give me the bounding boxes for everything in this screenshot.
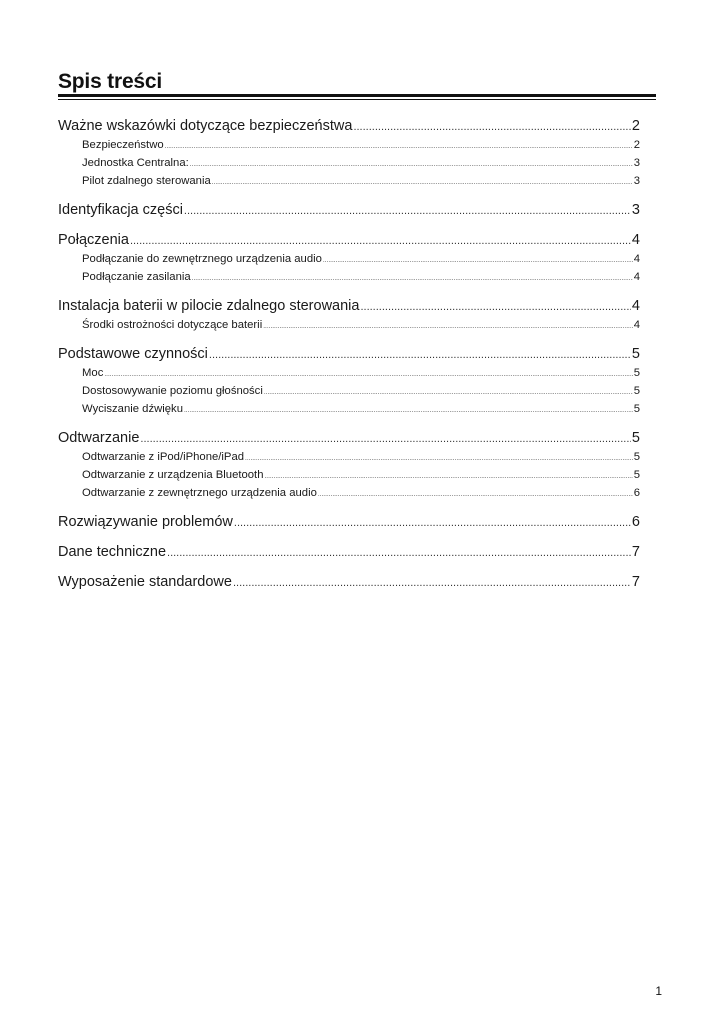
- toc-entry-label: Dostosowywanie poziomu głośności: [82, 385, 263, 397]
- toc-chapter-entry[interactable]: [58, 542, 640, 562]
- toc-entry-label: Moc: [82, 367, 104, 379]
- toc-entry-page: 4: [631, 232, 640, 248]
- toc-entry-label: Podłączanie do zewnętrznego urządzenia audio: [82, 253, 322, 265]
- toc-entry-label: Wyciszanie dźwięku: [82, 403, 183, 415]
- toc-entry-label: Instalacja baterii w pilocie zdalnego sterowania: [58, 298, 360, 314]
- toc-entry-page: 7: [631, 544, 640, 560]
- toc-subsection-entry[interactable]: [58, 484, 640, 502]
- dot-leader: [212, 174, 633, 192]
- toc-subsection-entry[interactable]: [58, 400, 640, 418]
- toc-chapter-entry[interactable]: [58, 428, 640, 448]
- toc-entry-page: 2: [633, 139, 640, 151]
- toc-chapter-entry[interactable]: [58, 116, 640, 136]
- dot-leader: [130, 231, 631, 251]
- toc-entry-page: 6: [631, 514, 640, 530]
- toc-chapter-entry[interactable]: [58, 200, 640, 220]
- dot-leader: [167, 543, 631, 563]
- toc-entry-page: 6: [633, 487, 640, 499]
- toc-entry-page: 4: [631, 298, 640, 314]
- toc-entry-page: 4: [633, 253, 640, 265]
- toc-entry-label: Podstawowe czynności: [58, 346, 208, 362]
- toc-section: [58, 542, 640, 562]
- dot-leader: [165, 138, 633, 156]
- toc-entry-page: 5: [633, 385, 640, 397]
- dot-leader: [245, 450, 633, 468]
- toc-entry-label: Bezpieczeństwo: [82, 139, 164, 151]
- dot-leader: [318, 486, 633, 504]
- dot-leader: [234, 513, 631, 533]
- toc-section: [58, 116, 640, 190]
- table-of-contents: [58, 116, 640, 602]
- toc-entry-page: 3: [633, 175, 640, 187]
- toc-subsection-entry[interactable]: [58, 364, 640, 382]
- dot-leader: [209, 345, 631, 365]
- toc-entry-page: 2: [631, 118, 640, 134]
- dot-leader: [353, 117, 630, 137]
- toc-subsection-entry[interactable]: [58, 382, 640, 400]
- toc-section: [58, 230, 640, 286]
- dot-leader: [190, 156, 633, 174]
- toc-entry-page: 4: [633, 271, 640, 283]
- toc-subsection-entry[interactable]: [58, 268, 640, 286]
- toc-chapter-entry[interactable]: [58, 230, 640, 250]
- toc-entry-page: 4: [633, 319, 640, 331]
- toc-entry-label: Odtwarzanie z urządzenia Bluetooth: [82, 469, 264, 481]
- dot-leader: [184, 402, 633, 420]
- dot-leader: [192, 270, 633, 288]
- toc-entry-page: 5: [633, 451, 640, 463]
- toc-chapter-entry[interactable]: [58, 344, 640, 364]
- dot-leader: [140, 429, 631, 449]
- dot-leader: [233, 573, 631, 593]
- toc-chapter-entry[interactable]: [58, 512, 640, 532]
- toc-subsection-entry[interactable]: [58, 136, 640, 154]
- toc-entry-page: 5: [631, 346, 640, 362]
- toc-entry-label: Odtwarzanie z zewnętrznego urządzenia audio: [82, 487, 317, 499]
- toc-subsection-entry[interactable]: [58, 172, 640, 190]
- toc-section: [58, 200, 640, 220]
- toc-entry-label: Ważne wskazówki dotyczące bezpieczeństwa: [58, 118, 353, 134]
- page-number: 1: [655, 984, 662, 998]
- toc-entry-page: 3: [631, 202, 640, 218]
- page-title: Spis treści: [58, 70, 163, 93]
- toc-entry-label: Odtwarzanie: [58, 430, 140, 446]
- title-rule-thick: [58, 94, 656, 97]
- toc-section: [58, 344, 640, 418]
- toc-entry-page: 5: [633, 469, 640, 481]
- toc-entry-label: Dane techniczne: [58, 544, 167, 560]
- dot-leader: [263, 318, 632, 336]
- toc-section: [58, 296, 640, 334]
- toc-entry-label: Jednostka Centralna:: [82, 157, 189, 169]
- toc-entry-label: Identyfikacja części: [58, 202, 183, 218]
- toc-entry-label: Pilot zdalnego sterowania: [82, 175, 211, 187]
- toc-entry-page: 3: [633, 157, 640, 169]
- toc-entry-label: Rozwiązywanie problemów: [58, 514, 233, 530]
- toc-entry-label: Odtwarzanie z iPod/iPhone/iPad: [82, 451, 245, 463]
- toc-entry-label: Środki ostrożności dotyczące baterii: [82, 319, 263, 331]
- toc-chapter-entry[interactable]: [58, 572, 640, 592]
- toc-entry-page: 5: [633, 403, 640, 415]
- toc-section: [58, 512, 640, 532]
- toc-entry-label: Połączenia: [58, 232, 129, 248]
- toc-subsection-entry[interactable]: [58, 448, 640, 466]
- toc-subsection-entry[interactable]: [58, 250, 640, 268]
- toc-subsection-entry[interactable]: [58, 466, 640, 484]
- toc-entry-label: Wyposażenie standardowe: [58, 574, 232, 590]
- title-rule-thin: [58, 99, 656, 100]
- dot-leader: [184, 201, 631, 221]
- toc-entry-page: 7: [631, 574, 640, 590]
- toc-entry-page: 5: [631, 430, 640, 446]
- dot-leader: [360, 297, 630, 317]
- toc-section: [58, 572, 640, 592]
- dot-leader: [264, 468, 632, 486]
- toc-entry-label: Podłączanie zasilania: [82, 271, 191, 283]
- dot-leader: [264, 384, 633, 402]
- toc-entry-page: 5: [633, 367, 640, 379]
- toc-chapter-entry[interactable]: [58, 296, 640, 316]
- toc-subsection-entry[interactable]: [58, 154, 640, 172]
- dot-leader: [323, 252, 633, 270]
- toc-subsection-entry[interactable]: [58, 316, 640, 334]
- toc-section: [58, 428, 640, 502]
